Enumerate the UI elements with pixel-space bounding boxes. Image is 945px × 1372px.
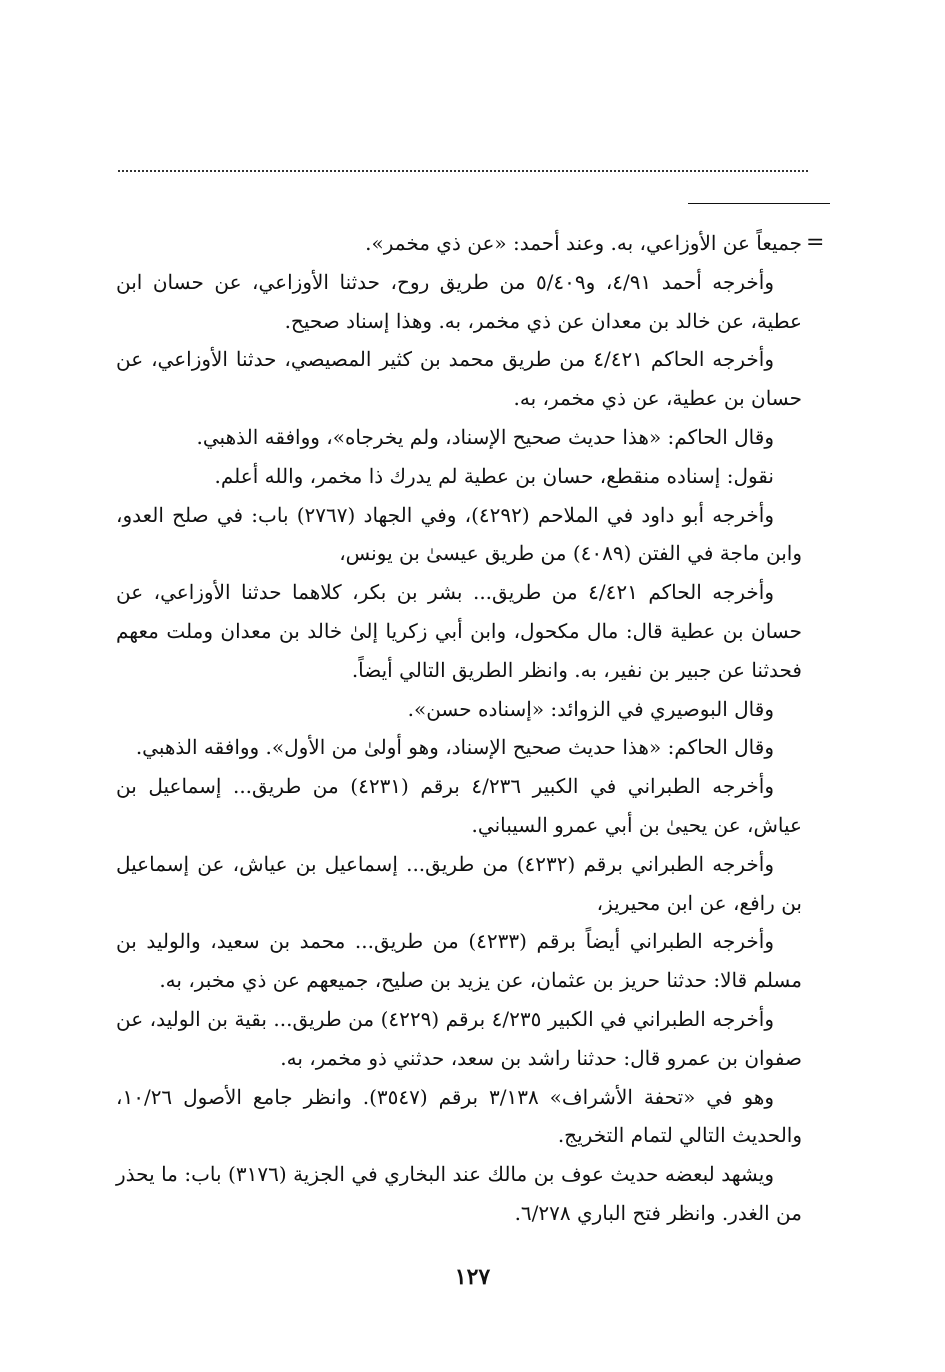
paragraph: وأخرجه أحمد ٤/٩١، و٥/٤٠٩ من طريق روح، حدثنا الأوزاعي، عن حسان ابن عطية، عن خالد بن معدان عن ذي مخمر، به. وهذا إسناد صحيح. xyxy=(116,269,802,333)
paragraph: وأخرجه الطبراني برقم (٤٢٣٢) من طريق... إسماعيل بن عياش، عن إسماعيل بن رافع، عن ابن محيريز، xyxy=(116,851,802,915)
continuation-mark: = xyxy=(806,230,825,255)
paragraph: ويشهد لبعضه حديث عوف بن مالك عند البخاري في الجزية (٣١٧٦) باب: ما يحذر من الغدر. وانظر فتح الباري ٦/٢٧٨. xyxy=(116,1162,802,1225)
paragraph: نقول: إسناده منقطع، حسان بن عطية لم يدرك ذا مخمر، والله أعلم. xyxy=(214,463,774,488)
paragraph: وأخرجه الطبراني في الكبير ٤/٢٣٦ برقم (٤٢٣١) من طريق... إسماعيل بن عياش، عن يحيىٰ بن أبي عمرو السيباني. xyxy=(116,774,802,837)
footnote-body xyxy=(116,224,802,1233)
paragraph: وأخرجه الحاكم ٤/٤٢١ من طريق... بشر بن بكر، كلاهما حدثنا الأوزاعي، عن حسان بن عطية قال: مال مكحول، وابن أبي زكريا إلىٰ خالد بن معدان وملت معهم فحدثنا عن جبير بن نفير، به. وانظر الطريق التالي أيضاً. xyxy=(116,580,802,682)
footnote-rule xyxy=(688,203,830,204)
paragraph: وقال البوصيري في الزوائد: «إسناده حسن». xyxy=(407,696,774,721)
paragraph: وأخرجه الطبراني في الكبير ٤/٢٣٥ برقم (٤٢٢٩) من طريق... بقية بن الوليد، عن صفوان بن عمرو قال: حدثنا راشد بن سعد، حدثني ذو مخمر، به. xyxy=(116,1006,802,1070)
paragraph: وأخرجه الحاكم ٤/٤٢١ من طريق محمد بن كثير المصيصي، حدثنا الأوزاعي، عن حسان بن عطية، عن ذي مخمر، به. xyxy=(116,347,802,411)
paragraph: جميعاً عن الأوزاعي، به. وعند أحمد: «عن ذي مخمر». xyxy=(365,231,802,255)
paragraph: وهو في «تحفة الأشراف» ٣/١٣٨ برقم (٣٥٤٧). وانظر جامع الأصول ١٠/٢٦، والحديث التالي لتمام التخريج. xyxy=(116,1084,802,1148)
paragraph: وقال الحاكم: «هذا حديث صحيح الإسناد، ولم يخرجاه»، ووافقه الذهبي. xyxy=(196,424,774,449)
paragraph: وقال الحاكم: «هذا حديث صحيح الإسناد، وهو أولىٰ من الأول». ووافقه الذهبي. xyxy=(135,735,774,760)
paragraph: وأخرجه الطبراني أيضاً برقم (٤٢٣٣) من طريق... محمد بن سعيد، والوليد بن مسلم قالا: حدثنا حريز بن عثمان، عن يزيد بن صليح، جميعهم عن ذي مخبر، به. xyxy=(116,929,802,993)
paragraph: وأخرجه أبو داود في الملاحم (٤٢٩٢)، وفي الجهاد (٢٧٦٧) باب: في صلح العدو، وابن ماجة في الفتن (٤٠٨٩) من طريق عيسىٰ بن يونس، xyxy=(116,502,802,566)
page-number: ١٢٧ xyxy=(454,1264,491,1290)
dotted-separator xyxy=(118,170,808,184)
